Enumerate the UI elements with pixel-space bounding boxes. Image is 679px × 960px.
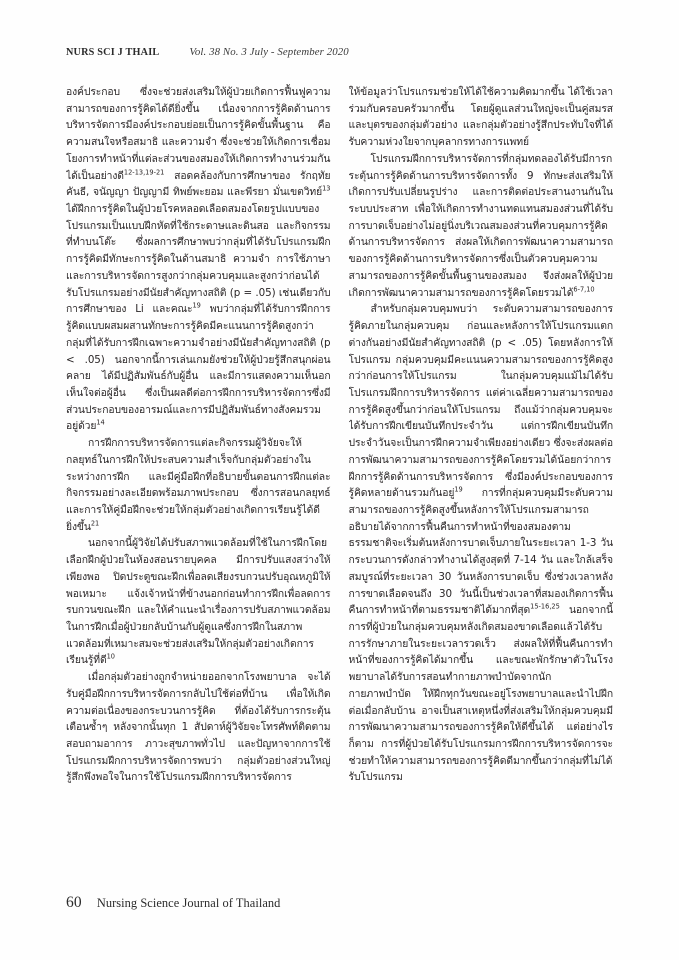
column-left xyxy=(66,84,331,874)
citation-reference: 12-13,19-21 xyxy=(123,168,165,177)
citation-reference: 19 xyxy=(192,301,201,310)
citation-reference: 21 xyxy=(90,519,100,528)
journal-full-title: Nursing Science Journal of Thailand xyxy=(96,896,281,910)
paragraph: โปรแกรมฝึกการบริหารจัดการที่กลุ่มทดลองได้รับมีการกระตุ้นการรู้คิดด้านการบริหารจัดการทั้ง 9 ทักษะส่งเสริมให้เกิดการปรับเปลี่ยนรูปร่าง และการติดต่อประสานงานกันในระบบประสาท เพื่อให้เกิดการทำงานทดแทนสมองส่วนที่ได้รับการบาดเจ็บอย่างไม่อยู่นิ่งบริเวณสมองส่วนที่ควบคุมการรู้คิดด้านการบริหารจัดการ ส่งผลให้เกิดการพัฒนาความสามารถของการรู้คิดด้านการบริหารจัดการซึ่งเป็นตัวควบคุมความสามารถของการรู้คิดขั้นพื้นฐานของสมอง จึงส่งผลให้ผู้ป่วยเกิดการพัฒนาความสามารถของการรู้คิดโดยรวมได้$^{6-7,10}$ xyxy=(348,152,613,299)
paragraph: ให้ข้อมูลว่าโปรแกรมช่วยให้ได้ใช้ความคิดมากขึ้น ได้ใช้เวลาร่วมกับครอบครัวมากขึ้น โดยผู้ดูแลส่วนใหญ่จะเป็นคู่สมรสและบุตรของกลุ่มตัวอย่าง และกลุ่มตัวอย่างรู้สึกประทับใจที่ได้รับความห่วงใยจากบุคลากรทางการแพทย์ xyxy=(348,86,613,149)
running-head xyxy=(66,46,613,62)
citation-reference: 10 xyxy=(106,653,115,661)
paragraph: เมื่อกลุ่มตัวอย่างถูกจำหน่ายออกจากโรงพยาบาล จะได้รับคู่มือฝึกการบริหารจัดการกลับไปใช้ต่อที่บ้าน เพื่อให้เกิดความต่อเนื่องของกระบวนการรู้คิด ที่ต้องได้รับการกระตุ้นเตือนซ้ำๆ หลังจากนั้นทุก 1 สัปดาห์ผู้วิจัยจะโทรศัพท์ติดตามสอบถามอาการ ภาวะสุขภาพทั่วไป และปัญหาจากการใช้โปรแกรมฝึกการบริหารจัดการพบว่า กลุ่มตัวอย่างส่วนใหญ่รู้สึกพึงพอใจในการใช้โปรแกรมฝึกการบริหารจัดการ xyxy=(66,671,331,784)
journal-abbreviation: NURS SCI J THAIL xyxy=(66,47,160,58)
citation-reference: 15-16,25 xyxy=(530,602,560,611)
paragraph: สำหรับกลุ่มควบคุมพบว่า ระดับความสามารถของการรู้คิดภายในกลุ่มควบคุม ก่อนและหลังการให้โปรแกรมแตกต่างกันอย่างมีนัยสำคัญทางสถิติ (p < .05) โดยหลังการให้โปรแกรม กลุ่มควบคุมมีคะแนนความสามารถของการรู้คิดสูงกว่าก่อนการให้โปรแกรม ในกลุ่มควบคุมแม้ไม่ได้รับโปรแกรมฝึกการบริหารจัดการ แต่ค่าเฉลี่ยความสามารถของการรู้คิดสูงขึ้นกว่าก่อนให้โปรแกรม ถึงแม้ว่ากลุ่มควบคุมจะได้รับการฝึกเขียนบันทึกประจำวัน แต่การฝึกเขียนบันทึกประจำวันจะเป็นการฝึกความจำเพียงอย่างเดียว ซึ่งจะส่งผลต่อการพัฒนาความสามารถของการรู้คิดโดยรวมได้น้อยกว่าการฝึกการรู้คิดด้านการบริหารจัดการ ซึ่งมีองค์ประกอบของการรู้คิดหลายด้านรวมกันอยู่$^{19}$ การที่กลุ่มควบคุมมีระดับความสามารถของการรู้คิดสูงขึ้นหลังการให้โปรแกรมสามารถอธิบายได้จากการฟื้นคืนการทำหน้าที่ของสมองตามธรรมชาติจะเริ่มต้นหลังการบาดเจ็บภายในระยะเวลา 1-3 วัน กระบวนการดังกล่าวทำงานได้สูงสุดที่ 7-14 วัน และใกล้เสร็จสมบูรณ์ที่ระยะเวลา 30 วันหลังการบาดเจ็บ ซึ่งช่วงเวลาหลังการขาดเลือดจนถึง 30 วันนี้เป็นช่วงเวลาที่สมองเกิดการฟื้นคืนการทำหน้าที่ตามธรรมชาติได้มากที่สุด$^{15-16,25}$ นอกจากนี้การที่ผู้ป่วยในกลุ่มควบคุมหลังเกิดสมองขาดเลือดแล้วได้รับการรักษาภายในระยะเวลารวดเร็ว ส่งผลให้ที่ฟื้นคืนการทำหน้าที่ของการรู้คิดได้มากขึ้น และขณะพักรักษาตัวในโรงพยาบาลได้รับการสอนทำกายภาพบำบัดจากนักกายภาพบำบัด ให้ฝึกทุกวันขณะอยู่โรงพยาบาลและนำไปฝึกต่อเมื่อกลับบ้าน อาจเป็นสาเหตุหนึ่งที่ส่งเสริมให้กลุ่มควบคุมมีการพัฒนาความสามารถของการรู้คิดให้ดีขึ้นได้ แต่อย่างไรก็ตาม การที่ผู้ป่วยได้รับโปรแกรมการฝึกการบริหารจัดการจะช่วยทำให้ความสามารถของการรู้คิดดีมากขึ้นกว่ากลุ่มที่ไม่ได้รับโปรแกรม xyxy=(348,303,613,784)
citation-reference: 13 xyxy=(322,184,331,193)
paragraph: นอกจากนี้ผู้วิจัยได้ปรับสภาพแวดล้อมที่ใช้ในการฝึกโดยเลือกฝึกผู้ป่วยในห้องสอนรายบุคคล มีการปรับแสงสว่างให้เพียงพอ ปิดประตูขณะฝึกเพื่อลดเสียงรบกวนปรับอุณหภูมิให้พอเหมาะ แจ้งเจ้าหน้าที่ข้างนอกก่อนทำการฝึกเพื่อลดการรบกวนขณะฝึก และให้คำแนะนำเรื่องการปรับสภาพแวดล้อมในการฝึกเมื่อผู้ป่วยกลับบ้านกับผู้ดูแลซึ่งการฝึกในสภาพแวดล้อมที่เหมาะสมจะช่วยส่งเสริมให้กลุ่มตัวอย่างเกิดการเรียนรู้ที่ดี$^{10}$ xyxy=(66,537,331,667)
citation-reference: 6-7,10 xyxy=(573,285,595,294)
citation-reference: 19 xyxy=(454,485,463,494)
body-text-area xyxy=(66,84,613,874)
citation-reference: 14 xyxy=(96,418,105,427)
issue-designation: Vol. 38 No. 3 July - September 2020 xyxy=(189,46,349,58)
paragraph: องค์ประกอบ ซึ่งจะช่วยส่งเสริมให้ผู้ป่วยเกิดการฟื้นฟูความสามารถของการรู้คิดได้ดียิ่งขึ้น เนื่องจากการรู้คิดด้านการบริหารจัดการมีองค์ประกอบย่อยเป็นการรู้คิดขั้นพื้นฐาน คือ ความสนใจหรือสมาธิ และความจำ ซึ่งจะช่วยให้เกิดการเชื่อมโยงการทำหน้าที่แต่ละส่วนของสมองให้เกิดการทำงานร่วมกันได้เป็นอย่างดี$^{12-13,19-21}$ สอดคล้องกับการศึกษาของ รักฤทัยคันธี, จนัญญา ปัญญามี ทิพย์พะยอม และพีรยา มั่นเขตวิทย์$^{13}$ ได้ฝึกการรู้คิดในผู้ป่วยโรคหลอดเลือดสมองโดยรูปแบบของโปรแกรมเป็นแบบฝึกหัดที่ใช้กระดาษและดินสอ และกิจกรรมที่ทำบนโต๊ะ ซึ่งผลการศึกษาพบว่ากลุ่มที่ได้รับโปรแกรมฝึกการรู้คิดมีทักษะการรู้คิดในด้านสมาธิ ความจำ การใช้ภาษาและการบริหารจัดการสูงกว่ากลุ่มควบคุมและสูงกว่าก่อนได้รับโปรแกรมอย่างมีนัยสำคัญทางสถิติ (p = .05) เช่นเดียวกับการศึกษาของ Li และคณะ$^{19}$ พบว่ากลุ่มที่ได้รับการฝึกการรู้คิดแบบผสมผสานทักษะการรู้คิดมีคะแนนการรู้คิดสูงกว่ากลุ่มที่ได้รับการฝึกเฉพาะความจำอย่างมีนัยสำคัญทางสถิติ (p < .05) นอกจากนี้การเล่นเกมยังช่วยให้ผู้ป่วยรู้สึกสนุกผ่อนคลาย ได้มีปฏิสัมพันธ์กับผู้อื่น และมีการแสดงความเห็นอกเห็นใจต่อผู้อื่น ซึ่งเป็นผลดีต่อการฝึกการบริหารจัดการซึ่งมีส่วนประกอบของอารมณ์และการมีปฏิสัมพันธ์ทางสังคมรวมอยู่ด้วย$^{14}$ xyxy=(66,86,331,433)
page-footer xyxy=(66,894,280,912)
paragraph: การฝึกการบริหารจัดการแต่ละกิจกรรมผู้วิจัยจะให้กลยุทธ์ในการฝึกให้ประสบความสำเร็จกับกลุ่มตัวอย่างในระหว่างการฝึก และมีคู่มือฝึกที่อธิบายขั้นตอนการฝึกแต่ละกิจกรรมอย่างละเอียดพร้อมภาพประกอบ ซึ่งการสอนกลยุทธ์และการให้คู่มือฝึกจะช่วยให้กลุ่มตัวอย่างเกิดการเรียนรู้ได้ดียิ่งขึ้น$^{21}$ xyxy=(66,437,331,533)
page-number: 60 xyxy=(66,894,82,911)
column-right xyxy=(349,84,614,874)
